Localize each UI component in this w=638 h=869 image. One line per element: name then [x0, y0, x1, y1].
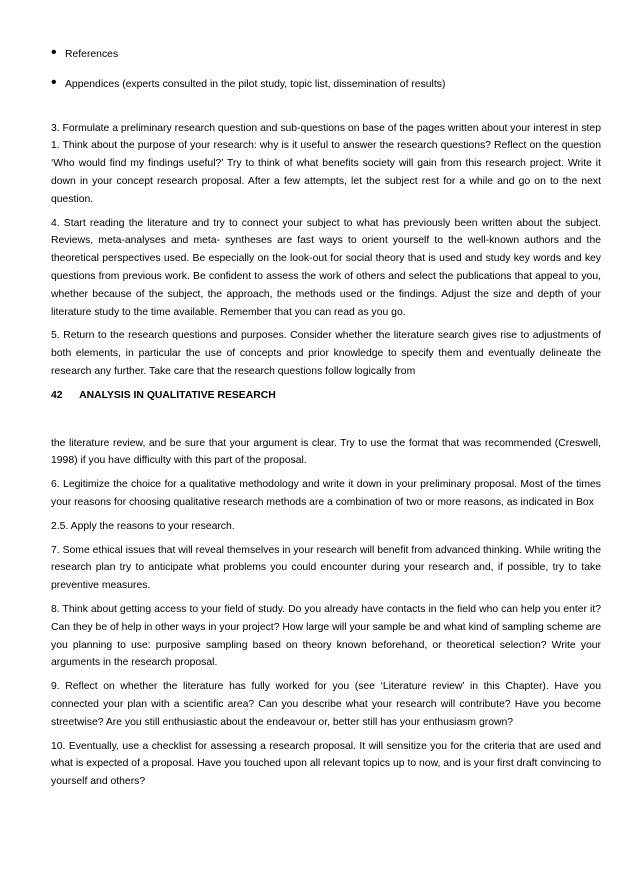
running-title: ANALYSIS IN QUALITATIVE RESEARCH: [79, 389, 276, 401]
bullet-list: [51, 44, 601, 94]
bullet-item-appendices: [51, 74, 601, 94]
step-3-paragraph: 3. Formulate a preliminary research question and sub-questions on base of the pages written about your interest in step 1. Think about the purpose of your research: why is it useful to answer the research questions? Reflect on the question ‘Who would find my findings useful?’ Try to think of what benefits society will gain from this research project. Write it down in your concept research proposal. After a few attempts, let the subject rest for a while and go on to the next question.: [51, 122, 601, 205]
page-number: 42: [51, 389, 63, 401]
bullet-dot-icon: •: [51, 44, 57, 61]
step-8-paragraph: 8. Think about getting access to your field of study. Do you already have contacts in the field who can help you enter it? Can they be of help in other ways in your project? How large will your sample be and what kind of sampling scheme are you planning to use: purposive sampling based on theory known beforehand, or theoretical selection? Write your arguments in the research proposal.: [51, 603, 601, 669]
document-page: [51, 44, 601, 797]
bullet-text: References: [65, 49, 119, 60]
step-4-paragraph: 4. Start reading the literature and try to connect your subject to what has previously been written about the subject. Reviews, meta-analyses and meta- syntheses are fast ways to orient yourself to the well-known authors and the theoretical perspectives used. Be especially on the look-out for social theory that is used and study key words and key questions from previous work. Be confident to assess the work of others and select the publications that appeal to you, whether because of the subject, the approach, the methods used or the findings. Adjust the size and depth of your literature study to the time available. Remember that you can read as you go.: [51, 217, 601, 318]
step-7-paragraph: 7. Some ethical issues that will reveal themselves in your research will benefit from advanced thinking. While writing the research plan try to anticipate what problems you could encounter during your research and, if possible, try to take preventive measures.: [51, 544, 601, 592]
step-9-paragraph: 9. Reflect on whether the literature has fully worked for you (see ‘Literature review’ in this Chapter). Have you connected your plan with a scientific area? Can you describe what your research will contribute? Have you become streetwise? Are you still enthusiastic about the endeavour or, better still has your enthusiasm grown?: [51, 681, 601, 728]
step-6-paragraph: 6. Legitimize the choice for a qualitative methodology and write it down in your preliminary proposal. Most of the times your reasons for choosing qualitative research methods are a combination of two or more reasons, as indicated in Box: [51, 479, 601, 508]
step-5-paragraph: 5. Return to the research questions and purposes. Consider whether the literature search gives rise to adjustments of both elements, in particular the use of concepts and prior knowledge to specify them and eventually delineate the research any further. Take care that the research questions follow logically from: [51, 330, 601, 377]
bullet-text: Appendices (experts consulted in the pilot study, topic list, dissemination of results): [65, 78, 446, 90]
page-header: [51, 387, 601, 405]
step-5-continuation-paragraph: the literature review, and be sure that your argument is clear. Try to use the format that was recommended (Creswell, 1998) if you have difficulty with this part of the proposal.: [51, 437, 601, 467]
bullet-item-references: [51, 44, 601, 64]
bullet-dot-icon: •: [51, 73, 57, 91]
step-10-paragraph: 10. Eventually, use a checklist for assessing a research proposal. It will sensitize you for the criteria that are used and what is expected of a proposal. Have you touched upon all relevant topics up to now, and is your first draft convincing to yourself and others?: [51, 740, 601, 788]
box-reference-paragraph: 2.5. Apply the reasons to your research.: [51, 520, 235, 532]
